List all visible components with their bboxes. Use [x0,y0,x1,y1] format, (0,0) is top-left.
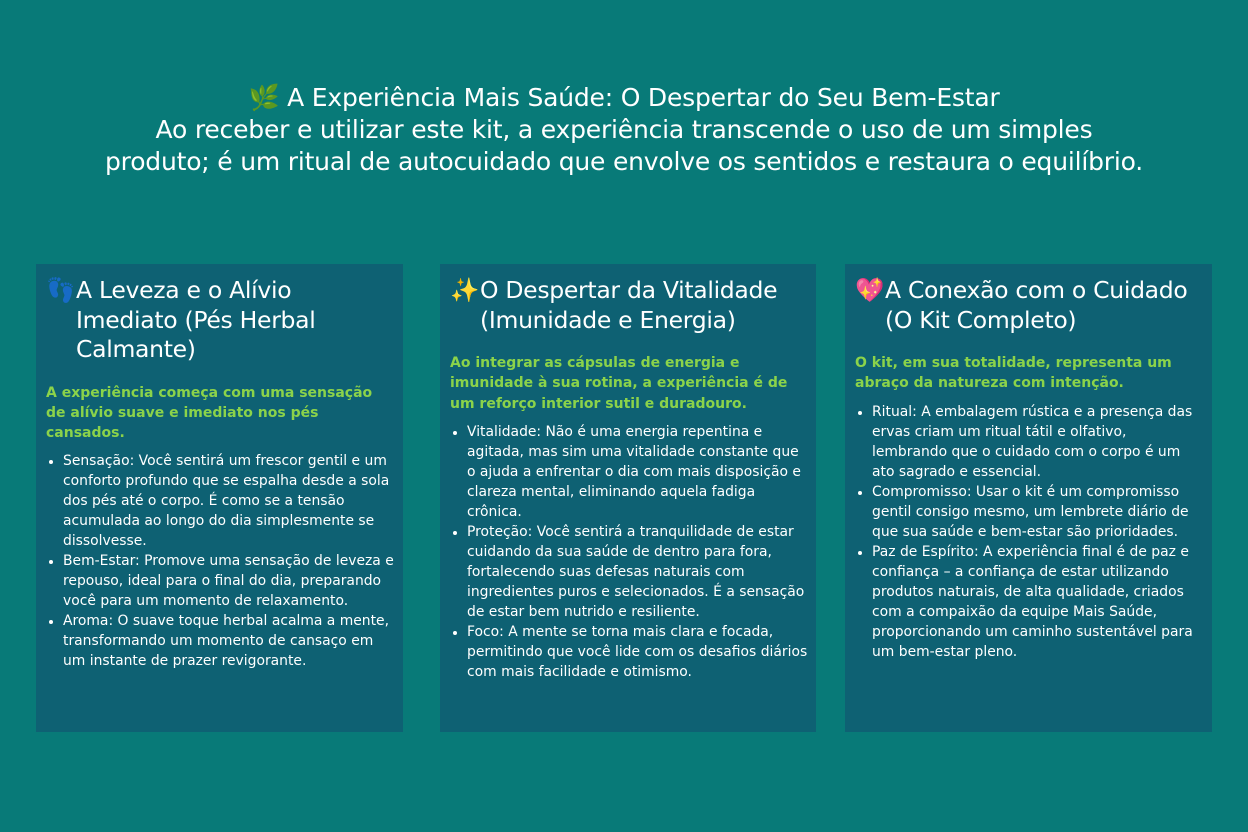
card-bullet-list [450,422,808,682]
card-complete-kit [845,264,1212,732]
page-header [0,82,1248,178]
sparkling-heart-icon: 💖 [855,276,884,304]
list-item: • Paz de Espírito: A experiência final é de paz e confiança – a confiança de estar utilizando produtos naturais, de alta qualidade, criados com a compaixão da equipe Mais Saúde, proporcionando um caminho sustentável para um bem-estar pleno. [872,542,1204,662]
list-item: • Bem-Estar: Promove uma sensação de leveza e repouso, ideal para o final do dia, preparando você para um momento de relaxamento. [63,551,395,611]
card-title [855,276,1204,335]
card-intro: Ao integrar as cápsulas de energia e imunidade à sua rotina, a experiência é de um reforço interior sutil e duradouro. [450,355,788,412]
sparkles-icon: ✨ [450,276,479,304]
list-item: • Compromisso: Usar o kit é um compromisso gentil consigo mesmo, um lembrete diário de que sua saúde e bem-estar são prioridades. [872,482,1204,542]
list-item: • Proteção: Você sentirá a tranquilidade de estar cuidando da sua saúde de dentro para fora, fortalecendo suas defesas naturais com ingredientes puros e selecionados. É a sensação de estar bem nutrido e resiliente. [467,522,808,622]
header-title-line [0,82,1248,114]
card-intro: O kit, em sua totalidade, representa um abraço da natureza com intenção. [855,355,1172,392]
card-intro: A experiência começa com uma sensação de alívio suave e imediato nos pés cansados. [46,384,373,442]
list-item: • Ritual: A embalagem rústica e a presença das ervas criam um ritual tátil e olfativo, lembrando que o cuidado com o corpo é um ato sagrado e essencial. [872,402,1204,482]
card-title [450,276,808,335]
card-title-text: A Conexão com o Cuidado (O Kit Completo) [885,276,1188,334]
card-vitality [440,264,816,732]
header-subtitle-line-1: Ao receber e utilizar este kit, a experiência transcende o uso de um simples [155,115,1093,144]
card-title [46,276,395,365]
list-item: • Sensação: Você sentirá um frescor gentil e um conforto profundo que se espalha desde a sola dos pés até o corpo. É como se a tensão acumulada ao longo do dia simplesmente se dissolvesse. [63,451,395,551]
card-title-text: A Leveza e o Alívio Imediato (Pés Herbal Calmante) [76,276,316,363]
card-feet-relief [36,264,403,732]
list-item: • Foco: A mente se torna mais clara e focada, permitindo que você lide com os desafios diários com mais facilidade e otimismo. [467,622,808,682]
list-item: • Aroma: O suave toque herbal acalma a mente, transformando um momento de cansaço em um instante de prazer revigorante. [63,611,395,671]
page-title: A Experiência Mais Saúde: O Despertar do Seu Bem-Estar [287,83,1000,112]
list-item: • Vitalidade: Não é uma energia repentina e agitada, mas sim uma vitalidade constante que o ajuda a enfrentar o dia com mais disposição e clareza mental, eliminando aquela fadiga crônica. [467,422,808,522]
herb-icon: 🌿 [248,83,280,112]
card-bullet-list [46,451,395,671]
footprints-icon: 👣 [46,276,75,304]
card-title-text: O Despertar da Vitalidade (Imunidade e Energia) [480,276,778,334]
header-subtitle-line-2: produto; é um ritual de autocuidado que envolve os sentidos e restaura o equilíbrio. [105,147,1143,176]
card-bullet-list [855,402,1204,662]
